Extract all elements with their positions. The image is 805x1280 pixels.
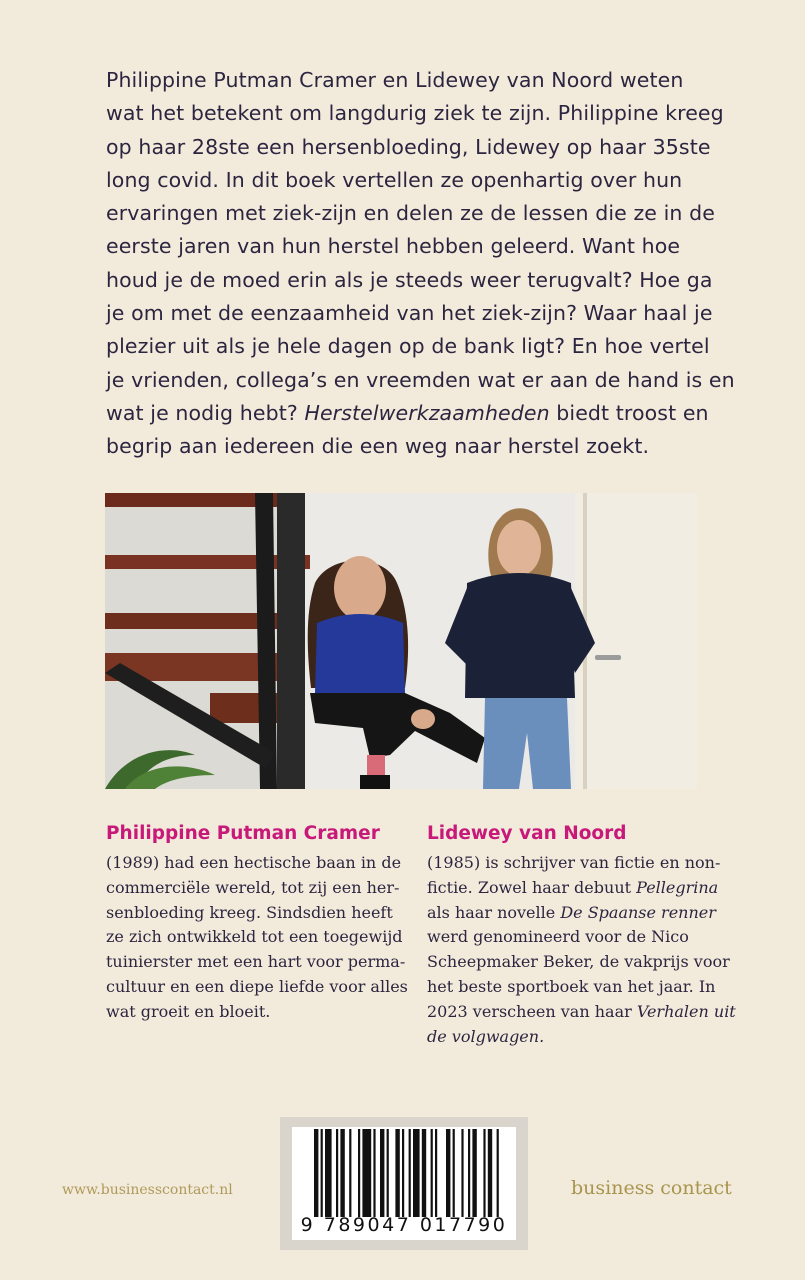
barcode-bar <box>380 1129 384 1217</box>
bio-line: werd genomineerd voor de Nico <box>427 927 689 947</box>
bio-line: het beste sportboek van het jaar. In <box>427 976 716 996</box>
barcode-bar <box>422 1129 426 1217</box>
barcode-bar <box>349 1129 351 1217</box>
publisher-logo: business contact <box>571 1177 732 1199</box>
author-photo-illustration <box>105 493 697 789</box>
book-title: de volgwagen. <box>427 1026 545 1046</box>
bio-text: 2023 verscheen van haar <box>427 1001 637 1021</box>
blurb-line: begrip aan iedereen die een weg naar herstel zoekt. <box>106 434 650 459</box>
blurb-line: ervaringen met ziek-zijn en delen ze de lessen die ze in de <box>106 201 715 226</box>
bio-line: (1989) had een hectische baan in de <box>106 853 402 872</box>
bio-line: ze zich ontwikkeld tot een toegewijd <box>106 927 403 947</box>
blurb-text: wat je nodig hebt? <box>106 400 305 425</box>
blurb-line: wat het betekent om langdurig ziek te zijn. Philippine kreeg <box>106 101 724 126</box>
book-title: Pellegrina <box>636 877 719 897</box>
barcode-bar <box>435 1129 437 1217</box>
bio-text: als haar novelle <box>427 902 561 922</box>
barcode-bar <box>395 1129 399 1217</box>
blurb-line: je vrienden, collega’s en vreemden wat er aan de hand is en <box>106 367 735 392</box>
blurb-line: op haar 28ste een hersenbloeding, Lidewey op haar 35ste <box>106 134 711 159</box>
blurb-line: plezier uit als je hele dagen op de bank ligt? En hoe vertel <box>106 334 710 359</box>
bio-line: wat groeit en bloeit. <box>106 1001 271 1021</box>
isbn-number: 9 789047 017790 <box>300 1214 508 1236</box>
bio-line: cultuur en een diepe liefde voor alles <box>106 976 408 996</box>
bio-line <box>427 901 717 926</box>
barcode-bar <box>488 1129 492 1217</box>
blurb-line <box>106 397 709 430</box>
bio-line <box>427 1000 736 1025</box>
barcode-bar <box>413 1129 420 1217</box>
book-title: Herstelwerkzaamheden <box>304 400 550 425</box>
isbn-barcode <box>280 1117 528 1250</box>
bio-text: fictie. Zowel haar debuut <box>427 877 637 897</box>
barcode-bar <box>453 1129 455 1217</box>
barcode-bar <box>336 1129 338 1217</box>
book-title: De Spaanse renner <box>560 902 716 922</box>
barcode-bar <box>431 1129 433 1217</box>
blurb-line: je om met de eenzaamheid van het ziek-zijn? Waar haal je <box>106 301 713 326</box>
bio-line: Scheepmaker Beker, de vakprijs voor <box>427 952 730 972</box>
barcode-bar <box>461 1129 463 1217</box>
barcode-bar <box>483 1129 485 1217</box>
author-photo <box>105 493 697 789</box>
bio-line: senbloeding kreeg. Sindsdien heeft <box>106 902 393 922</box>
barcode-panel <box>292 1127 516 1240</box>
author-bio-text <box>106 851 408 1025</box>
barcode-bar <box>340 1129 344 1217</box>
blurb-line: eerste jaren van hun herstel hebben geleerd. Want hoe <box>106 234 681 259</box>
barcode-bar <box>446 1129 450 1217</box>
author-bio-lidewey <box>427 822 736 1049</box>
book-title: Verhalen uit <box>636 1001 736 1021</box>
barcode-bar <box>409 1129 411 1217</box>
barcode-bar <box>497 1129 499 1217</box>
barcode-bar <box>362 1129 371 1217</box>
bio-line: commerciële wereld, tot zij een her- <box>106 877 400 897</box>
barcode-bar <box>402 1129 404 1217</box>
bio-line: tuinierster met een hart voor perma- <box>106 952 406 972</box>
blurb-text: biedt troost en <box>549 400 709 425</box>
barcode-bar <box>358 1129 360 1217</box>
blurb-line: houd je de moed erin als je steeds weer terugvalt? Hoe ga <box>106 267 713 292</box>
barcode-bar <box>472 1129 476 1217</box>
barcode-bar <box>468 1129 470 1217</box>
bio-line <box>427 1025 717 1050</box>
back-cover-blurb <box>106 64 735 464</box>
blurb-line: long covid. In dit boek vertellen ze openhartig over hun <box>106 167 683 192</box>
author-name: Philippine Putman Cramer <box>106 823 380 844</box>
author-bio-text <box>427 851 736 1049</box>
author-name: Lidewey van Noord <box>427 823 627 844</box>
blurb-line: Philippine Putman Cramer en Lidewey van Noord weten <box>106 68 684 92</box>
barcode-bar <box>314 1129 318 1217</box>
barcode-bar <box>325 1129 332 1217</box>
publisher-url: www.businesscontact.nl <box>62 1182 233 1198</box>
barcode-bar <box>387 1129 389 1217</box>
bio-line: (1985) is schrijver van fictie en non- <box>427 853 721 872</box>
author-bio-philippine <box>106 822 408 1025</box>
barcode-bars <box>292 1129 516 1221</box>
barcode-bar <box>321 1129 323 1217</box>
barcode-bar <box>373 1129 375 1217</box>
bio-line <box>427 876 717 901</box>
